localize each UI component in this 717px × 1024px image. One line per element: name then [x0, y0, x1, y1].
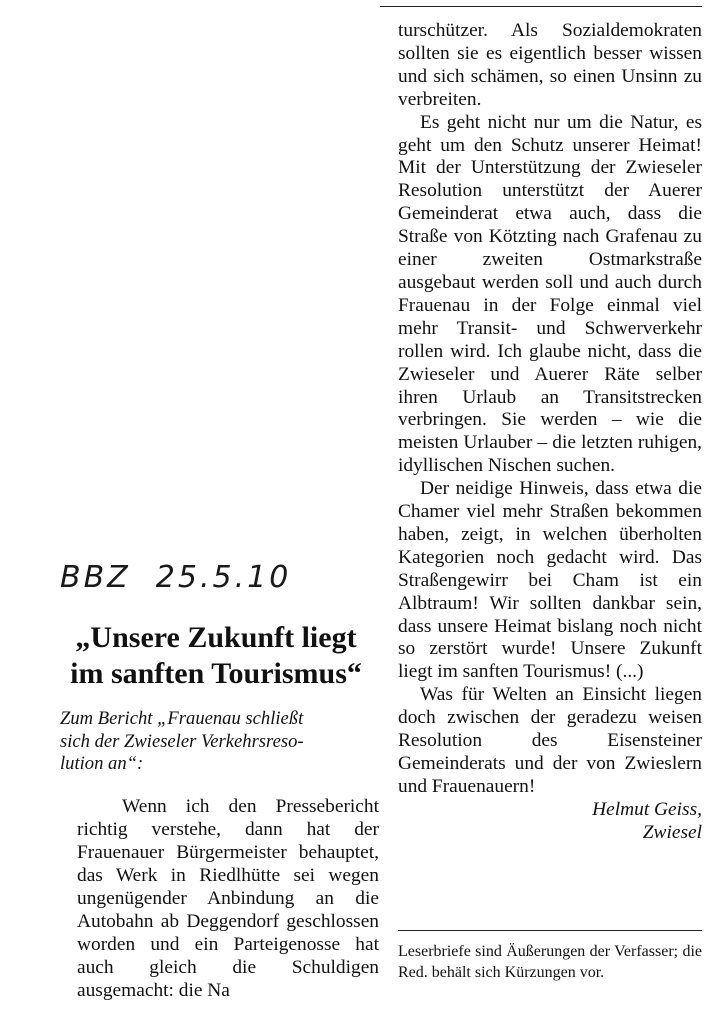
left-column-body [77, 795, 379, 1002]
subhead-line-3: lution an“: [60, 753, 144, 774]
headline-line-2: im sanften Tourismus“ [70, 657, 362, 690]
top-column-rule [380, 6, 702, 7]
subhead-line-1: Zum Bericht „Frauenau schließt [60, 708, 304, 729]
article-subhead [60, 708, 374, 776]
author-place: Zwiesel [642, 821, 702, 843]
right-paragraph-2: Es geht nicht nur um die Natur, es geht um den Schutz unserer Heimat! Mit der Unterstützung der Zwieseler Resolution unterstützt der Auerer Gemeinderat etwa auch, dass die Straße von Kötzting nach Grafenau zu einer zweiten Ostmarkstraße ausgebaut werden soll und auch durch Frauenau in der Folge einmal viel mehr Transit- und Schwerverkehr rollen wird. Ich glaube nicht, dass die Zwieseler und Auerer Räte selber ihren Urlaub an Transitstrecken verbringen. Sie werden – wie die meisten Urlauber – die letzten ruhigen, idyllischen Nischen suchen. [398, 111, 702, 477]
letters-disclaimer: Leserbriefe sind Äußerungen der Verfasser; die Red. behält sich Kürzungen vor. [398, 943, 702, 981]
author-name: Helmut Geiss, [592, 798, 702, 820]
right-column-body [398, 20, 702, 845]
author-signature [398, 799, 702, 845]
handwritten-note: BBZ 25.5.10 [60, 560, 292, 595]
left-paragraph-1: Wenn ich den Pressebericht richtig verstehe, dann hat der Frauenauer Bürgermeister behauptet, das Werk in Riedlhütte sei wegen ungenügender Anbindung an die Autobahn ab Deggendorf geschlossen worden und ein Parteigenosse hat auch gleich die Schuldigen ausgemacht: die Na [77, 796, 379, 1001]
right-paragraph-1: turschützer. Als Sozialdemokraten sollten sie es eigentlich besser wissen und sich schämen, so einen Unsinn zu verbreiten. [398, 20, 702, 110]
headline-line-1: „Unsere Zukunft liegt [75, 621, 357, 654]
disclaimer-rule [398, 930, 702, 931]
article-headline [52, 620, 380, 692]
right-paragraph-3: Der neidige Hinweis, dass etwa die Chamer viel mehr Straßen bekommen haben, zeigt, in welchen überholten Kategorien noch gedacht wird. Das Straßengewirr bei Cham ist ein Albtraum! Wir sollten dankbar sein, dass unsere Heimat bislang noch nicht so zerstört wurde! Unsere Zukunft liegt im sanften Tourismus! (...) [398, 478, 702, 683]
subhead-line-2: sich der Zwieseler Verkehrsreso- [60, 730, 304, 752]
right-paragraph-4: Was für Welten an Einsicht liegen doch zwischen der geradezu weisen Resolution des Eisensteiner Gemeinderats und der von Zwieslern und Frauenauern! [398, 684, 702, 797]
